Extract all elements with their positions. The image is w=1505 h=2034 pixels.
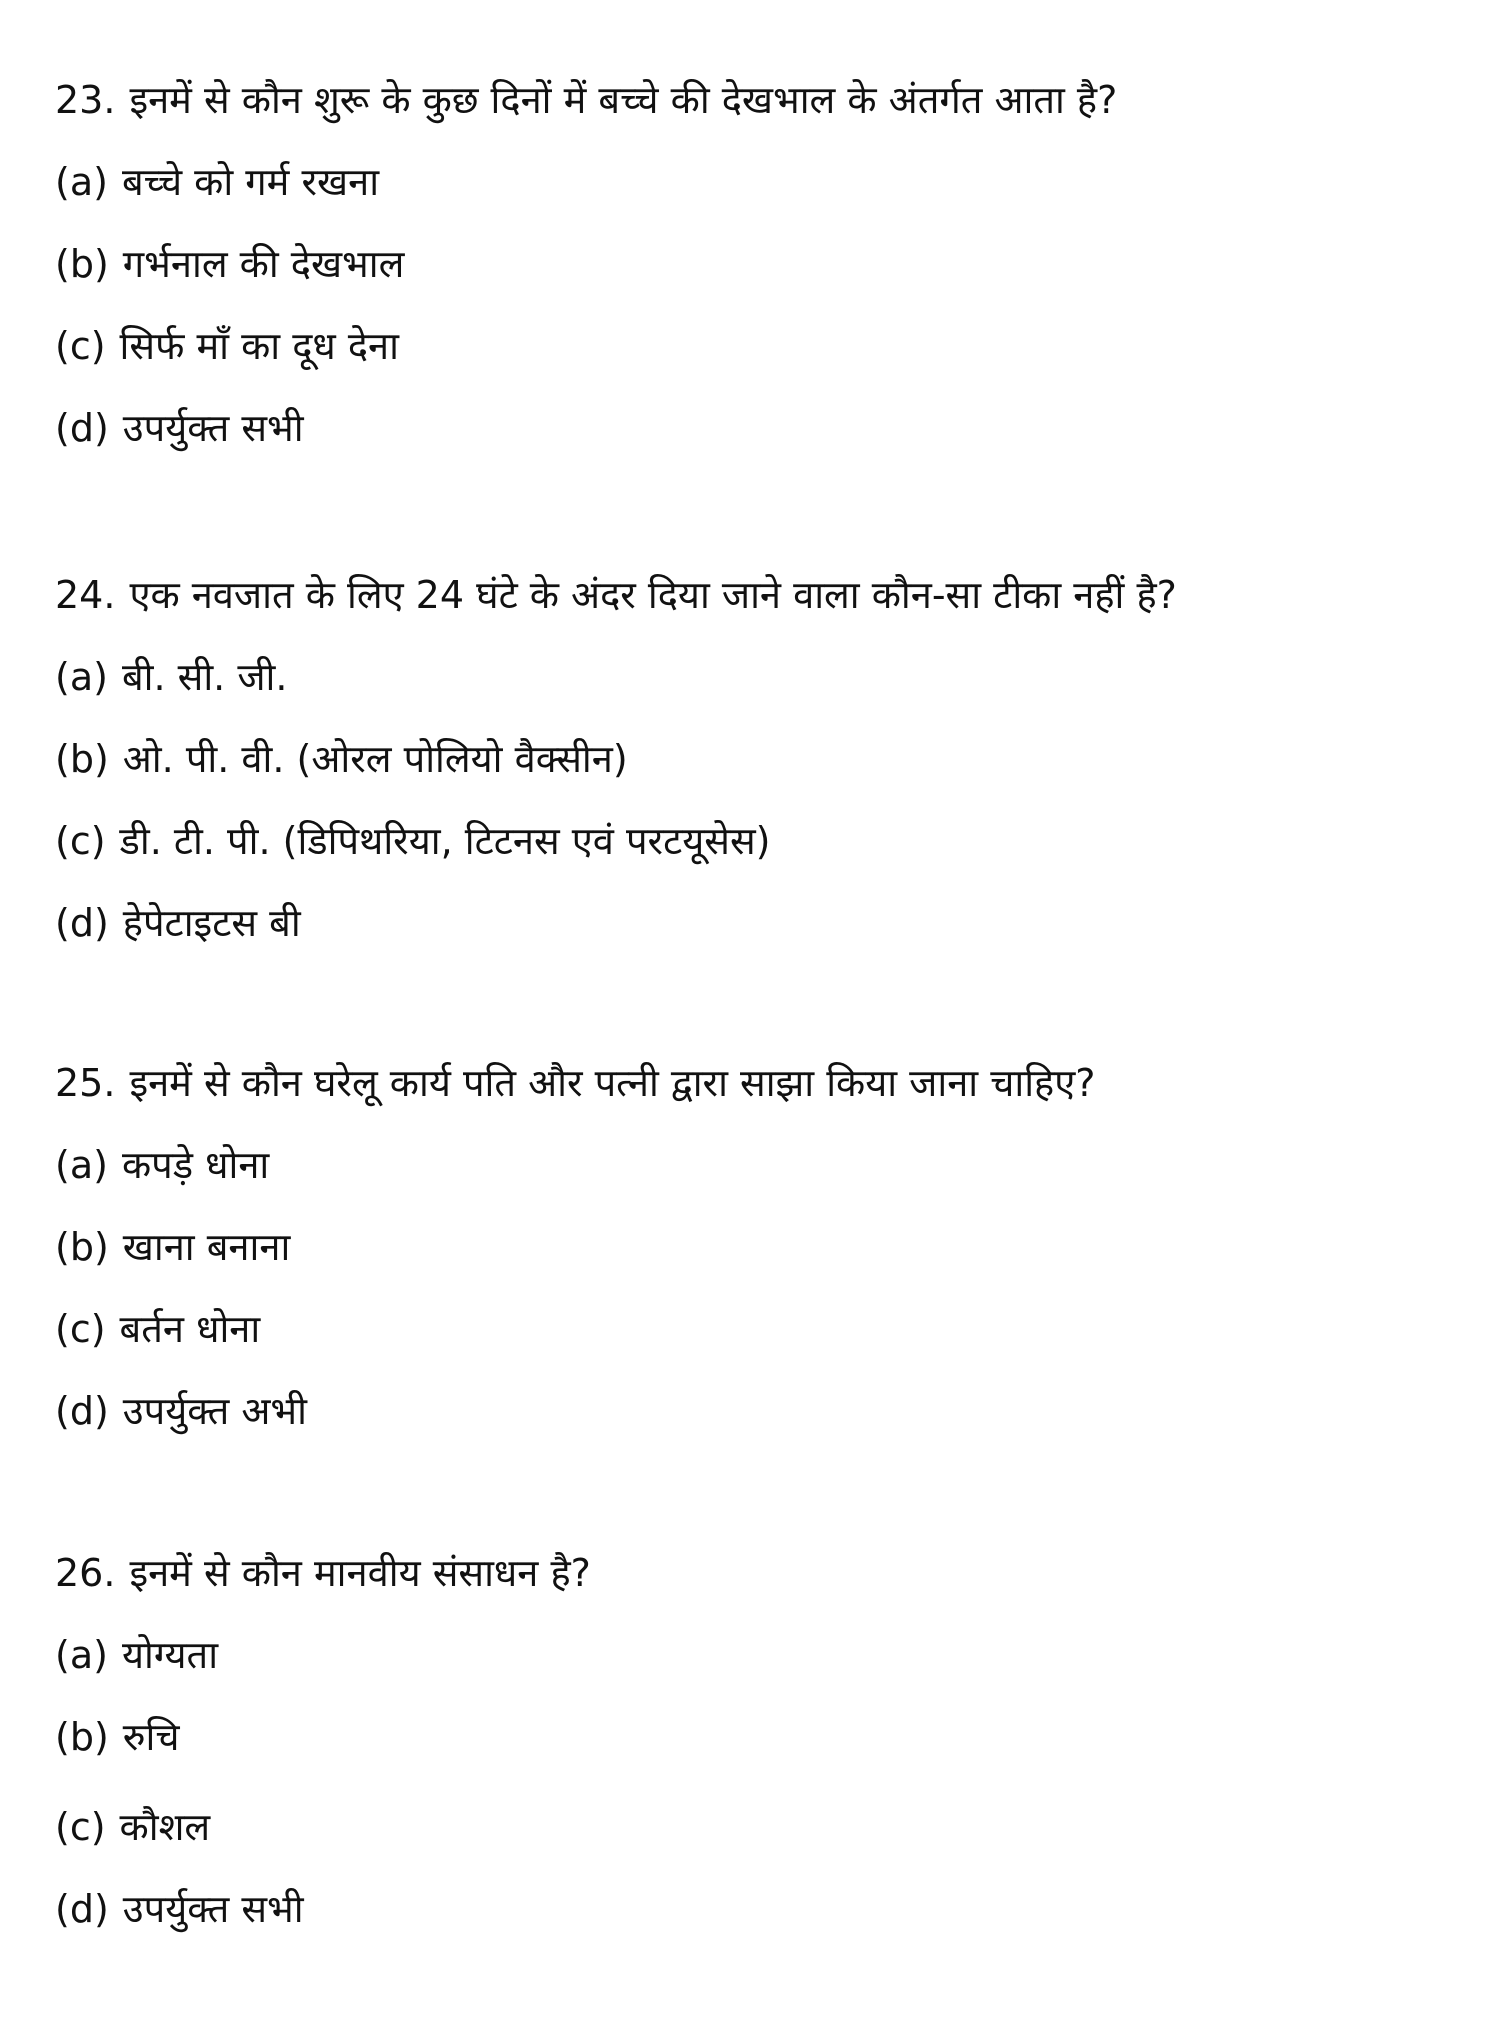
option-text: सिर्फ माँ का दूध देना [119,324,399,368]
option-text: कौशल [119,1805,211,1849]
question-body: इनमें से कौन मानवीय संसाधन है? [129,1551,591,1595]
option-a [55,652,287,702]
option-d [55,898,301,948]
question-text [55,570,1177,620]
option-b [55,1712,179,1762]
option-text: कपड़े धोना [121,1143,270,1187]
option-letter: (a) [55,160,108,204]
option-letter: (c) [55,1307,106,1351]
option-letter: (d) [55,1887,109,1931]
option-letter: (b) [55,242,109,286]
question-number: 26. [55,1551,116,1595]
question-number: 25. [55,1061,116,1105]
option-letter: (b) [55,737,109,781]
option-letter: (d) [55,406,109,450]
question-body: इनमें से कौन घरेलू कार्य पति और पत्नी द्वारा साझा किया जाना चाहिए? [129,1061,1096,1105]
option-letter: (a) [55,1633,108,1677]
option-d [55,1386,307,1436]
option-letter: (c) [55,324,106,368]
question-body: एक नवजात के लिए 24 घंटे के अंदर दिया जाने वाला कौन-सा टीका नहीं है? [129,573,1177,617]
option-letter: (a) [55,1143,108,1187]
option-letter: (c) [55,819,106,863]
question-body: इनमें से कौन शुरू के कुछ दिनों में बच्चे की देखभाल के अंतर्गत आता है? [129,78,1118,122]
option-text: उपर्युक्त अभी [122,1389,307,1433]
option-text: बर्तन धोना [119,1307,261,1351]
option-b [55,1222,290,1272]
option-letter: (b) [55,1225,109,1269]
option-text: उपर्युक्त सभी [122,1887,304,1931]
option-b [55,239,404,289]
question-number: 24. [55,573,116,617]
question-text [55,75,1117,125]
option-c [55,816,771,866]
option-text: बच्चे को गर्म रखना [121,160,380,204]
option-d [55,403,304,453]
option-text: योग्यता [121,1633,219,1677]
option-letter: (c) [55,1805,106,1849]
option-c [55,1802,210,1852]
option-letter: (a) [55,655,108,699]
option-text: रुचि [122,1715,180,1759]
option-letter: (b) [55,1715,109,1759]
option-a [55,157,379,207]
option-letter: (d) [55,1389,109,1433]
option-text: डी. टी. पी. (डिपिथरिया, टिटनस एवं परटयूसेस) [119,819,771,863]
option-d [55,1884,304,1934]
question-text [55,1058,1095,1108]
option-a [55,1140,269,1190]
option-text: बी. सी. जी. [121,655,288,699]
option-letter: (d) [55,901,109,945]
question-text [55,1548,591,1598]
option-text: गर्भनाल की देखभाल [122,242,405,286]
option-text: ओ. पी. वी. (ओरल पोलियो वैक्सीन) [122,737,628,781]
option-text: उपर्युक्त सभी [122,406,304,450]
question-number: 23. [55,78,116,122]
option-text: हेपेटाइटस बी [122,901,301,945]
option-c [55,1304,260,1354]
option-a [55,1630,218,1680]
option-b [55,734,628,784]
option-c [55,321,399,371]
option-text: खाना बनाना [122,1225,291,1269]
